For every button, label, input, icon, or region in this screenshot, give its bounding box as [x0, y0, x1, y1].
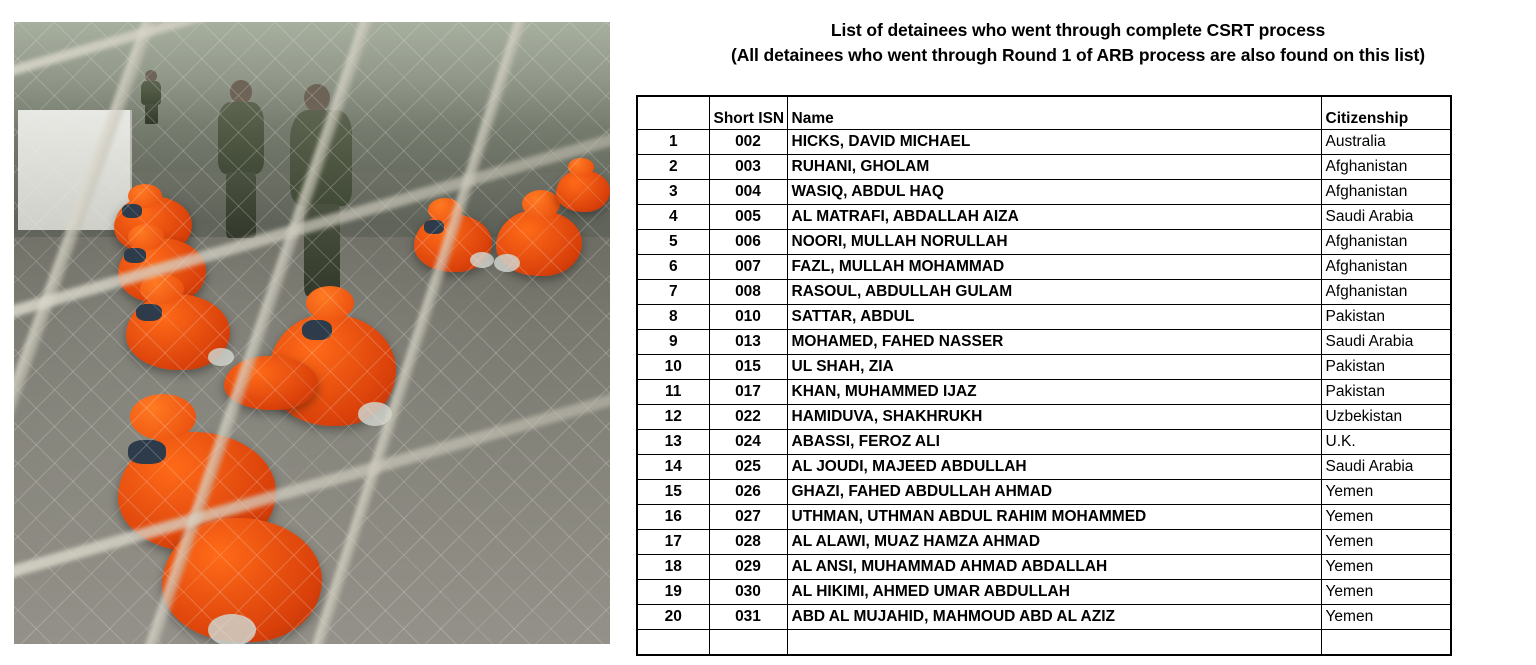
table-row — [637, 254, 1451, 279]
cell-short-isn: 008 — [709, 279, 787, 304]
table-row — [637, 179, 1451, 204]
column-header-number — [637, 96, 709, 130]
document-panel — [636, 18, 1520, 656]
cell-name: AL MATRAFI, ABDALLAH AIZA — [787, 204, 1321, 229]
table-row — [637, 304, 1451, 329]
cell-short-isn: 027 — [709, 504, 787, 529]
cell-citizenship: Australia — [1321, 129, 1451, 154]
cell-name: HICKS, DAVID MICHAEL — [787, 129, 1321, 154]
table-body — [637, 129, 1451, 655]
cell-citizenship: Yemen — [1321, 579, 1451, 604]
cell-citizenship: Saudi Arabia — [1321, 329, 1451, 354]
cell-citizenship: Pakistan — [1321, 304, 1451, 329]
detainee-table — [636, 95, 1452, 656]
column-header-name: Name — [787, 96, 1321, 130]
detention-camp-photograph — [14, 22, 610, 644]
cell-short-isn: 022 — [709, 404, 787, 429]
cell-short-isn: 003 — [709, 154, 787, 179]
cell-name: UL SHAH, ZIA — [787, 354, 1321, 379]
cell-citizenship: Saudi Arabia — [1321, 454, 1451, 479]
cell-number: 14 — [637, 454, 709, 479]
table-header — [637, 96, 1451, 130]
cell-short-isn: 005 — [709, 204, 787, 229]
cell-name: WASIQ, ABDUL HAQ — [787, 179, 1321, 204]
cell-citizenship: Pakistan — [1321, 379, 1451, 404]
document-title-line-2: (All detainees who went through Round 1 of ARB process are also found on this list) — [730, 45, 1425, 66]
cell-number: 16 — [637, 504, 709, 529]
cell-citizenship: U.K. — [1321, 429, 1451, 454]
cell-citizenship: Afghanistan — [1321, 154, 1451, 179]
cell-citizenship: Afghanistan — [1321, 279, 1451, 304]
cell-number: 10 — [637, 354, 709, 379]
table-row — [637, 154, 1451, 179]
cell-short-isn: 004 — [709, 179, 787, 204]
cell-number: 6 — [637, 254, 709, 279]
column-header-citizenship: Citizenship — [1321, 96, 1451, 130]
table-row — [637, 354, 1451, 379]
cell-citizenship: Yemen — [1321, 504, 1451, 529]
table-row — [637, 379, 1451, 404]
cell-short-isn: 007 — [709, 254, 787, 279]
table-row — [637, 454, 1451, 479]
cell-name: SATTAR, ABDUL — [787, 304, 1321, 329]
cell-citizenship: Yemen — [1321, 604, 1451, 629]
table-row — [637, 604, 1451, 629]
cell-name: ABASSI, FEROZ ALI — [787, 429, 1321, 454]
cell-short-isn: 028 — [709, 529, 787, 554]
table-row — [637, 579, 1451, 604]
cell-short-isn: 015 — [709, 354, 787, 379]
cell-name: UTHMAN, UTHMAN ABDUL RAHIM MOHAMMED — [787, 504, 1321, 529]
cell-number: 12 — [637, 404, 709, 429]
cell-citizenship: Afghanistan — [1321, 179, 1451, 204]
cell-number: 7 — [637, 279, 709, 304]
cell-number: 2 — [637, 154, 709, 179]
cell-citizenship — [1321, 629, 1451, 655]
cell-short-isn: 026 — [709, 479, 787, 504]
table-row — [637, 279, 1451, 304]
cell-citizenship: Pakistan — [1321, 354, 1451, 379]
cell-short-isn: 030 — [709, 579, 787, 604]
cell-number: 19 — [637, 579, 709, 604]
cell-name: AL ALAWI, MUAZ HAMZA AHMAD — [787, 529, 1321, 554]
table-row — [637, 329, 1451, 354]
cell-name: KHAN, MUHAMMED IJAZ — [787, 379, 1321, 404]
cell-short-isn: 025 — [709, 454, 787, 479]
table-row — [637, 504, 1451, 529]
cell-name: FAZL, MULLAH MOHAMMAD — [787, 254, 1321, 279]
cell-name: AL HIKIMI, AHMED UMAR ABDULLAH — [787, 579, 1321, 604]
table-row — [637, 229, 1451, 254]
cell-number: 5 — [637, 229, 709, 254]
cell-number: 15 — [637, 479, 709, 504]
cell-short-isn: 017 — [709, 379, 787, 404]
table-row — [637, 529, 1451, 554]
cell-name: AL ANSI, MUHAMMAD AHMAD ABDALLAH — [787, 554, 1321, 579]
cell-short-isn: 013 — [709, 329, 787, 354]
cell-number: 17 — [637, 529, 709, 554]
cell-number: 1 — [637, 129, 709, 154]
cell-number: 20 — [637, 604, 709, 629]
photo-background — [14, 22, 610, 644]
cell-citizenship: Saudi Arabia — [1321, 204, 1451, 229]
table-header-row — [637, 96, 1451, 130]
document-title — [636, 18, 1520, 69]
cell-name: GHAZI, FAHED ABDULLAH AHMAD — [787, 479, 1321, 504]
table-row — [637, 554, 1451, 579]
cell-short-isn: 010 — [709, 304, 787, 329]
cell-citizenship: Yemen — [1321, 529, 1451, 554]
cell-number: 8 — [637, 304, 709, 329]
table-row — [637, 404, 1451, 429]
cell-number: 9 — [637, 329, 709, 354]
cell-short-isn: 024 — [709, 429, 787, 454]
cell-name — [787, 629, 1321, 655]
cell-name: RASOUL, ABDULLAH GULAM — [787, 279, 1321, 304]
cell-number: 4 — [637, 204, 709, 229]
cell-short-isn — [709, 629, 787, 655]
cell-name: MOHAMED, FAHED NASSER — [787, 329, 1321, 354]
cell-name: HAMIDUVA, SHAKHRUKH — [787, 404, 1321, 429]
table-row — [637, 429, 1451, 454]
cell-citizenship: Uzbekistan — [1321, 404, 1451, 429]
column-header-short-isn: Short ISN — [709, 96, 787, 130]
cell-number: 13 — [637, 429, 709, 454]
cell-name: RUHANI, GHOLAM — [787, 154, 1321, 179]
cell-number: 3 — [637, 179, 709, 204]
cell-name: AL JOUDI, MAJEED ABDULLAH — [787, 454, 1321, 479]
cell-number — [637, 629, 709, 655]
cell-number: 11 — [637, 379, 709, 404]
cell-citizenship: Afghanistan — [1321, 254, 1451, 279]
table-row — [637, 204, 1451, 229]
cell-short-isn: 031 — [709, 604, 787, 629]
cell-citizenship: Yemen — [1321, 479, 1451, 504]
table-row-clipped — [637, 629, 1451, 655]
cell-short-isn: 029 — [709, 554, 787, 579]
cell-name: ABD AL MUJAHID, MAHMOUD ABD AL AZIZ — [787, 604, 1321, 629]
cell-short-isn: 002 — [709, 129, 787, 154]
document-title-line-1: List of detainees who went through complete CSRT process — [830, 20, 1326, 40]
cell-short-isn: 006 — [709, 229, 787, 254]
table-row — [637, 129, 1451, 154]
cell-number: 18 — [637, 554, 709, 579]
cell-citizenship: Yemen — [1321, 554, 1451, 579]
cell-name: NOORI, MULLAH NORULLAH — [787, 229, 1321, 254]
cell-citizenship: Afghanistan — [1321, 229, 1451, 254]
table-row — [637, 479, 1451, 504]
